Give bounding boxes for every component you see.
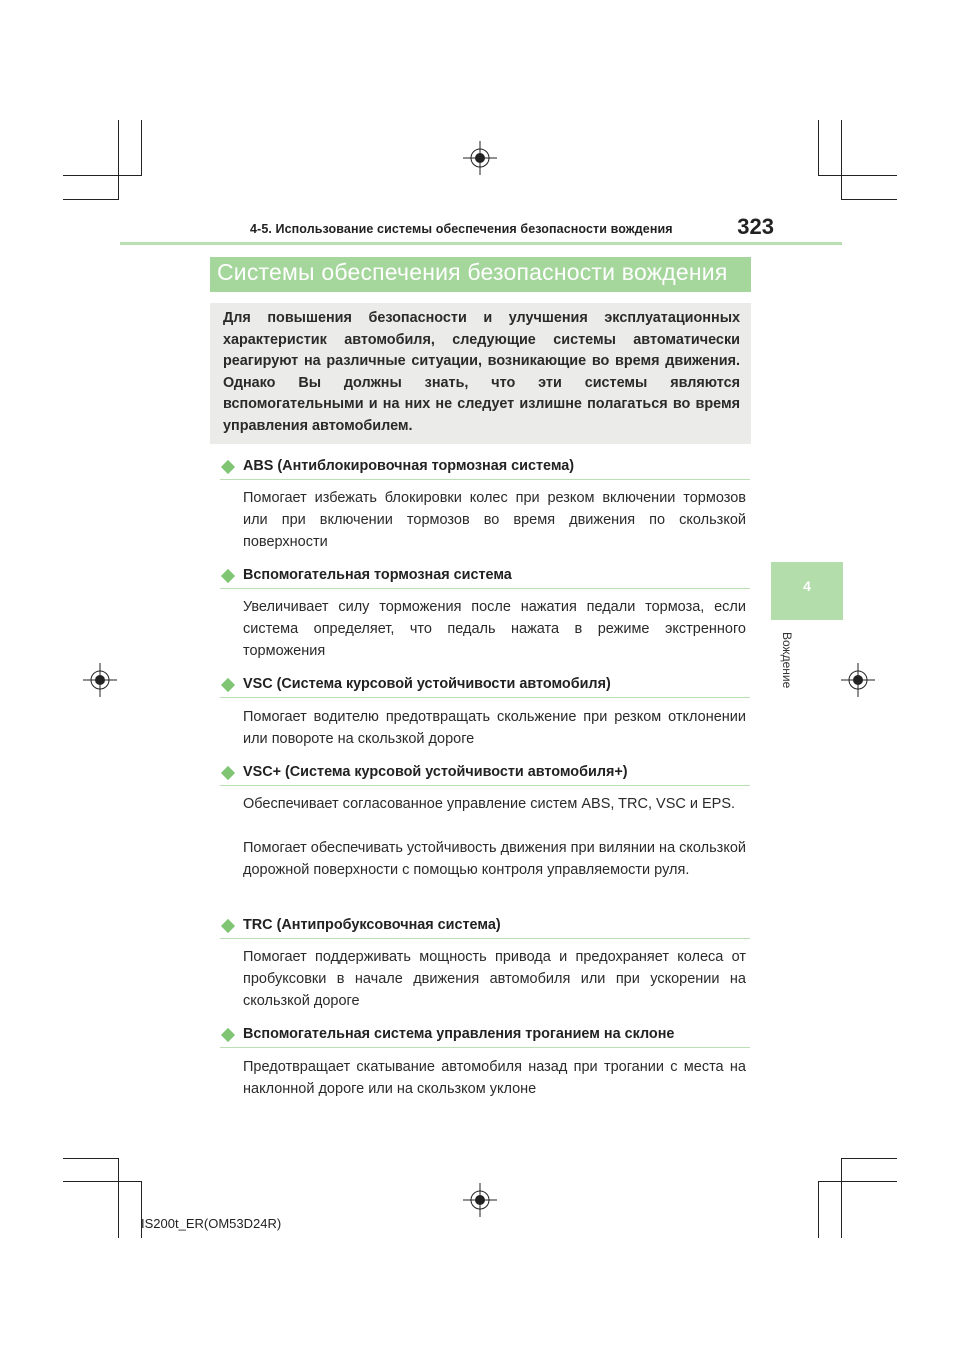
crop-mark-top-left-h2 — [63, 199, 119, 200]
section-rule — [220, 785, 750, 786]
section-heading-brake-assist — [220, 567, 750, 589]
section-rule — [220, 479, 750, 480]
crop-mark-bottom-right-v — [841, 1158, 842, 1238]
section-heading-trc — [220, 917, 750, 939]
registration-mark-icon — [463, 141, 497, 175]
diamond-bullet-icon — [221, 678, 235, 692]
crop-mark-top-right-v — [818, 120, 819, 176]
crop-mark-bottom-left-h — [63, 1158, 119, 1159]
crop-mark-bottom-right-v2 — [818, 1181, 819, 1238]
section-body: Помогает избежать блокировки колес при резком включении тормозов или при включении тормозов во время движения по скользкой поверхности — [243, 490, 746, 550]
crop-mark-bottom-right-h2 — [818, 1181, 897, 1182]
section-heading-vsc — [220, 676, 750, 698]
header-divider — [120, 242, 842, 245]
crop-mark-bottom-right-h — [841, 1158, 897, 1159]
section-heading-vsc-plus — [220, 764, 750, 786]
crop-mark-top-right-v2 — [841, 120, 842, 200]
registration-mark-icon — [83, 663, 117, 697]
section-rule — [220, 697, 750, 698]
page-number: 323 — [737, 214, 774, 239]
section-title: Вспомогательная тормозная система — [243, 567, 512, 583]
page-title: Системы обеспечения безопасности вождения — [217, 259, 728, 285]
section-body: Помогает поддерживать мощность привода и предохраняет колеса от пробуксовки в начале движения автомобиля или при ускорении на скользкой дороге — [243, 949, 746, 1009]
crop-mark-top-right-h2 — [841, 199, 897, 200]
chapter-number: 4 — [803, 578, 811, 594]
diamond-bullet-icon — [221, 460, 235, 474]
section-header-title: 4-5. Использование системы обеспечения безопасности вождения — [250, 222, 673, 236]
crop-mark-top-left-h — [63, 175, 142, 176]
section-body: Увеличивает силу торможения после нажатия педали тормоза, если система определяет, что педаль нажата в режиме экстренного торможения — [243, 599, 746, 659]
section-title: VSC (Система курсовой устойчивости автомобиля) — [243, 676, 611, 692]
section-body: Предотвращает скатывание автомобиля назад при трогании с места на наклонной дороге или на скользком уклоне — [243, 1059, 746, 1097]
section-heading-abs — [220, 458, 750, 480]
crop-mark-top-left-v — [118, 120, 119, 200]
registration-mark-icon — [463, 1183, 497, 1217]
section-title: TRC (Антипробуксовочная система) — [243, 917, 501, 933]
diamond-bullet-icon — [221, 1028, 235, 1042]
diamond-bullet-icon — [221, 919, 235, 933]
section-body-continued: Помогает обеспечивать устойчивость движения при вилянии на скользкой дорожной поверхности с помощью контроля управляемости руля. — [243, 840, 746, 878]
section-body: Обеспечивает согласованное управление систем ABS, TRC, VSC и EPS. — [243, 796, 736, 812]
diamond-bullet-icon — [221, 766, 235, 780]
section-body: Помогает водителю предотвращать скольжение при резком отклонении или повороте на скользкой дороге — [243, 709, 746, 747]
crop-mark-top-left-v2 — [141, 120, 142, 176]
crop-mark-top-right-h — [818, 175, 897, 176]
section-title: VSC+ (Система курсовой устойчивости автомобиля+) — [243, 764, 628, 780]
intro-text: Для повышения безопасности и улучшения эксплуатационных характеристик автомобиля, следующие системы автоматически реагируют на различные ситуации, возникающие во время движения. Однако Вы должны знать, что эти системы являются вспомогательными и на них не следует излишне полагаться во время управления автомобилем. — [223, 310, 740, 434]
section-title: ABS (Антиблокировочная тормозная система) — [243, 458, 575, 474]
section-rule — [220, 588, 750, 589]
chapter-label — [764, 632, 824, 694]
document-code: IS200t_ER(OM53D24R) — [141, 1216, 282, 1231]
section-title: Вспомогательная система управления троганием на склоне — [243, 1026, 675, 1042]
section-heading-hill-start-assist — [220, 1026, 750, 1048]
registration-mark-icon — [841, 663, 875, 697]
crop-mark-bottom-left-h2 — [63, 1181, 142, 1182]
chapter-label-text: Вождение — [780, 632, 794, 689]
section-rule — [220, 1047, 750, 1048]
diamond-bullet-icon — [221, 569, 235, 583]
crop-mark-bottom-left-v — [118, 1158, 119, 1238]
section-rule — [220, 938, 750, 939]
